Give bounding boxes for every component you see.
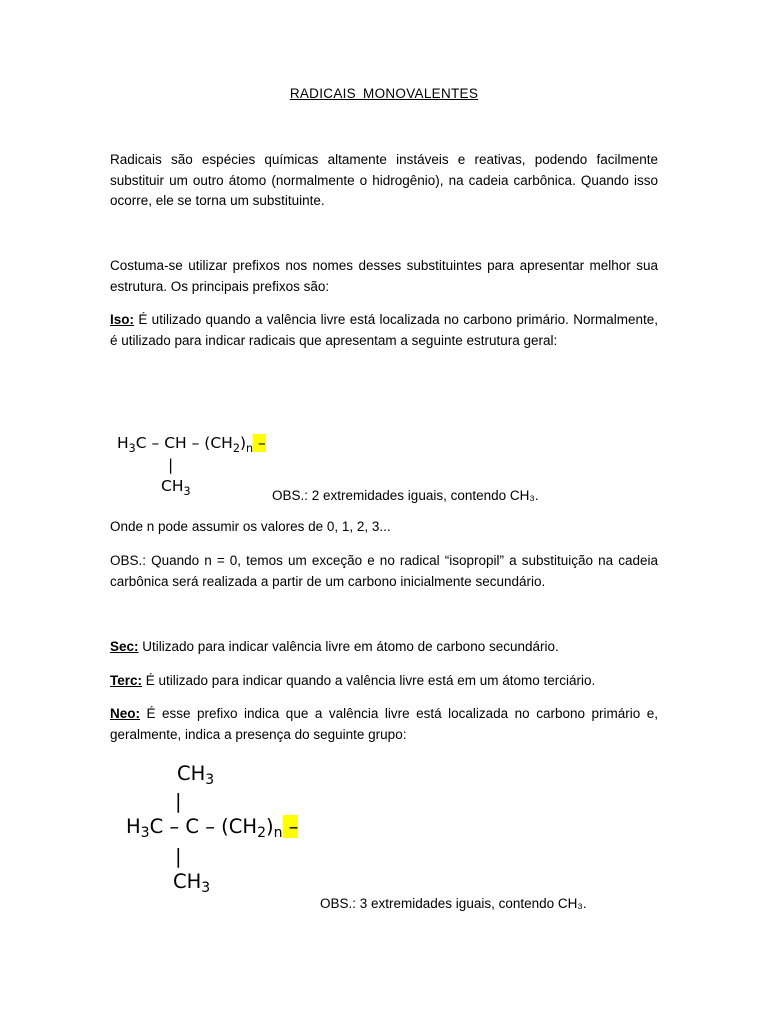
isopropil-obs-paragraph: OBS.: Quando n = 0, temos um exceção e no radical “isopropil” a substituição na cadeia carbônica será realizada a partir de um carbono inicialmente secundário. [110,553,658,589]
neo-formula-bottom-branch: $CH_3$ [173,870,211,897]
sec-paragraph [110,637,658,658]
terc-text: É utilizado para indicar quando a valência livre está em um átomo terciário. [142,673,596,688]
iso-formula-main-chain: $H_3C$ – CH – $(CH_2)_n$ – [117,434,266,455]
free-valence-bond: – [253,434,266,452]
neo-paragraph [110,704,658,745]
neo-formula-main-chain: $H_3C$ – C – $(CH_2)_n$ – [126,815,299,842]
iso-label: Iso: [110,312,135,327]
iso-paragraph [110,310,658,351]
obs-three-ends: OBS.: 3 extremidades iguais, contendo CH₃. [320,896,587,911]
page-title: RADICAIS MONOVALENTES [289,86,479,101]
free-valence-bond: – [282,815,299,838]
terc-paragraph [110,671,658,692]
obs-two-ends: OBS.: 2 extremidades iguais, contendo CH₃. [272,488,539,503]
neo-formula-top-bond: | [175,790,182,813]
sec-label: Sec: [110,639,139,654]
sec-text: Utilizado para indicar valência livre em átomo de carbono secundário. [138,639,559,654]
neo-formula-bottom-bond: | [175,845,182,868]
neo-label: Neo: [110,706,140,721]
iso-formula-vertical-bond: | [168,456,174,474]
iso-formula-branch: $CH_3$ [161,477,191,498]
prefixes-paragraph: Costuma-se utilizar prefixos nos nomes desses substituintes para apresentar melhor sua estrutura. Os principais prefixos são: [110,258,658,294]
n-values-paragraph: Onde n pode assumir os valores de 0, 1, 2, 3... [110,519,391,534]
iso-text: É utilizado quando a valência livre está localizada no carbono primário. Normalmente, é utilizado para indicar radicais que apresentam a seguinte estrutura geral: [110,312,658,348]
intro-paragraph: Radicais são espécies químicas altamente instáveis e reativas, podendo facilmente substituir um outro átomo (normalmente o hidrogênio), na cadeia carbônica. Quando isso ocorre, ele se torna um substituinte. [110,152,658,208]
neo-text: É esse prefixo indica que a valência livre está localizada no carbono primário e, geralmente, indica a presença do seguinte grupo: [110,706,658,742]
terc-label: Terc: [110,673,143,688]
neo-formula-top-branch: $CH_3$ [177,762,215,789]
